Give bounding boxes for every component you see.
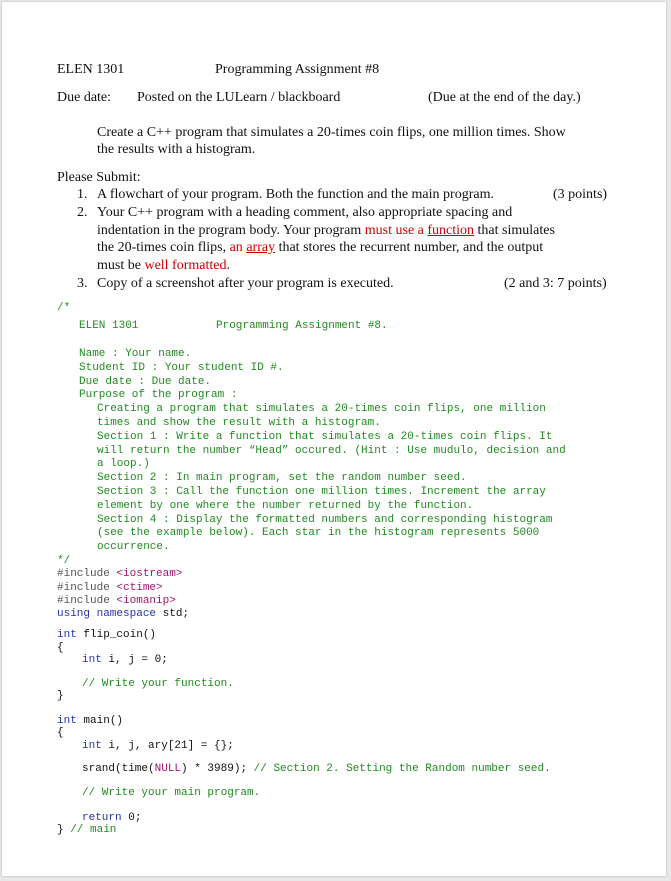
main-open-brace: { [57, 727, 64, 739]
section-1-line-2: will return the number “Head” occured. (Hint : Use mudulo, decision and [97, 445, 566, 457]
header-title: Programming Assignment #8. [216, 320, 388, 332]
intro-line-1: Create a C++ program that simulates a 20-times coin flips, one million times. Show [97, 125, 566, 140]
due-date-label: Due date: [57, 90, 112, 105]
document-page [2, 2, 666, 876]
section-1-line-1: Section 1 : Write a function that simulates a 20-times coin flips. It [97, 431, 553, 443]
header-student-id: Student ID : Your student ID #. [79, 362, 284, 374]
submit-heading: Please Submit: [57, 170, 141, 185]
comment-close: */ [57, 555, 71, 567]
section-4-line-3: occurrence. [97, 541, 170, 553]
return-statement: return 0; [82, 812, 142, 824]
section-3-line-1: Section 3 : Call the function one million times. Increment the array [97, 486, 546, 498]
course-code: ELEN 1301 [57, 62, 125, 77]
include-iostream: #include <iostream> [57, 568, 183, 580]
item-3-text: Copy of a screenshot after your program is executed. [97, 276, 394, 291]
purpose-line-1: Creating a program that simulates a 20-times coin flips, one million [97, 403, 546, 415]
purpose-line-2: times and show the result with a histogram. [97, 417, 381, 429]
item-2-line-4: must be well formatted. [97, 258, 230, 273]
item-1-points: (3 points) [553, 187, 608, 202]
intro-line-2: the results with a histogram. [97, 142, 256, 157]
due-note: (Due at the end of the day.) [428, 90, 581, 105]
main-vars: int i, j, ary[21] = {}; [82, 740, 234, 752]
header-name: Name : Your name. [79, 348, 192, 360]
flip-coin-open-brace: { [57, 642, 64, 654]
flip-coin-vars: int i, j = 0; [82, 654, 168, 666]
assignment-title: Programming Assignment #8 [215, 62, 380, 77]
comment-open: /* [57, 302, 71, 314]
header-purpose: Purpose of the program : [79, 389, 238, 401]
using-namespace: using namespace std; [57, 608, 190, 620]
flip-coin-signature: int flip_coin() [57, 629, 157, 641]
include-ctime: #include <ctime> [57, 582, 163, 594]
srand-line: srand(time(NULL) * 3989); // Section 2. Setting the Random number seed. [82, 763, 551, 775]
item-3-points: (2 and 3: 7 points) [504, 276, 607, 291]
item-3-number: 3. [77, 276, 88, 291]
section-2-line: Section 2 : In main program, set the random number seed. [97, 472, 467, 484]
item-1-number: 1. [77, 187, 88, 202]
main-todo: // Write your main program. [82, 787, 261, 799]
include-iomanip: #include <iomanip> [57, 595, 176, 607]
item-2-line-2: indentation in the program body. Your program must use a function that simulates [97, 223, 555, 238]
posted-location: Posted on the LULearn / blackboard [137, 90, 341, 105]
flip-coin-close-brace: } [57, 690, 64, 702]
main-close-brace: } // main [57, 824, 117, 836]
item-2-line-1: Your C++ program with a heading comment, also appropriate spacing and [97, 205, 513, 220]
flip-coin-todo: // Write your function. [82, 678, 234, 690]
section-1-line-3: a loop.) [97, 458, 150, 470]
item-2-line-3: the 20-times coin flips, an array that stores the recurrent number, and the output [97, 240, 544, 255]
section-4-line-2: (see the example below). Each star in the histogram represents 5000 [97, 527, 540, 539]
header-due-date: Due date : Due date. [79, 376, 212, 388]
item-2-number: 2. [77, 205, 88, 220]
section-3-line-2: element by one where the number returned by the function. [97, 500, 474, 512]
header-course: ELEN 1301 [79, 320, 139, 332]
item-1-text: A flowchart of your program. Both the function and the main program. [97, 187, 494, 202]
section-4-line-1: Section 4 : Display the formatted numbers and corresponding histogram [97, 514, 553, 526]
main-signature: int main() [57, 715, 124, 727]
